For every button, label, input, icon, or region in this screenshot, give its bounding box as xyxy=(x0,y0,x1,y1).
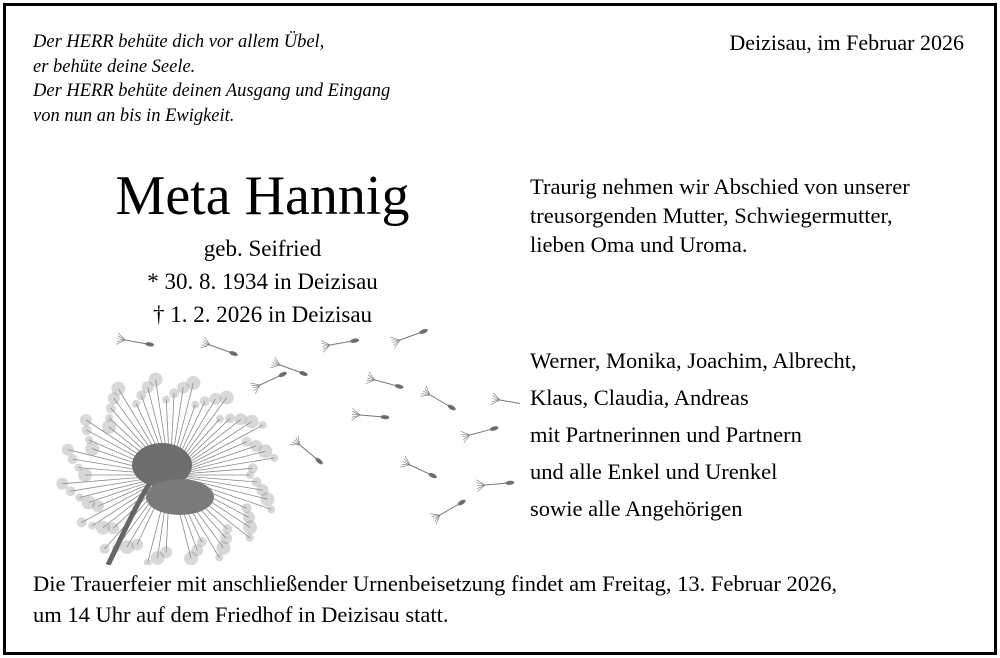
death-date: † 1. 2. 2026 in Deizisau xyxy=(152,302,373,327)
funeral-notice xyxy=(33,568,973,630)
mourning-line: treusorgenden Mutter, Schwiegermutter, xyxy=(530,203,893,228)
deceased-vitals xyxy=(60,232,465,331)
mourning-text xyxy=(530,172,980,259)
notice-line: Die Trauerfeier mit anschließender Urnenbeisetzung findet am Freitag, 13. Februar 2026, xyxy=(33,571,838,596)
dandelion-icon xyxy=(30,325,520,565)
family-line: mit Partnerinnen und Partnern xyxy=(530,422,802,447)
birth-date: * 30. 8. 1934 in Deizisau xyxy=(147,269,378,294)
maiden-name: geb. Seifried xyxy=(203,236,322,261)
family-line: Klaus, Claudia, Andreas xyxy=(530,385,749,410)
bible-verse xyxy=(33,30,473,128)
family-line: und alle Enkel und Urenkel xyxy=(530,459,778,484)
family-line: Werner, Monika, Joachim, Albrecht, xyxy=(530,348,857,373)
family-list xyxy=(530,342,970,527)
notice-line: um 14 Uhr auf dem Friedhof in Deizisau statt. xyxy=(33,602,449,627)
verse-line: von nun an bis in Ewigkeit. xyxy=(33,105,235,126)
place-date: Deizisau, im Februar 2026 xyxy=(729,30,964,55)
verse-line: er behüte deine Seele. xyxy=(33,56,196,77)
verse-line: Der HERR behüte dich vor allem Übel, xyxy=(33,32,325,52)
mourning-line: lieben Oma und Uroma. xyxy=(530,232,748,257)
family-line: sowie alle Angehörigen xyxy=(530,496,743,521)
verse-line: Der HERR behüte deinen Ausgang und Eingang xyxy=(33,81,391,101)
mourning-line: Traurig nehmen wir Abschied von unserer xyxy=(530,174,910,199)
deceased-name: Meta Hannig xyxy=(115,165,410,227)
